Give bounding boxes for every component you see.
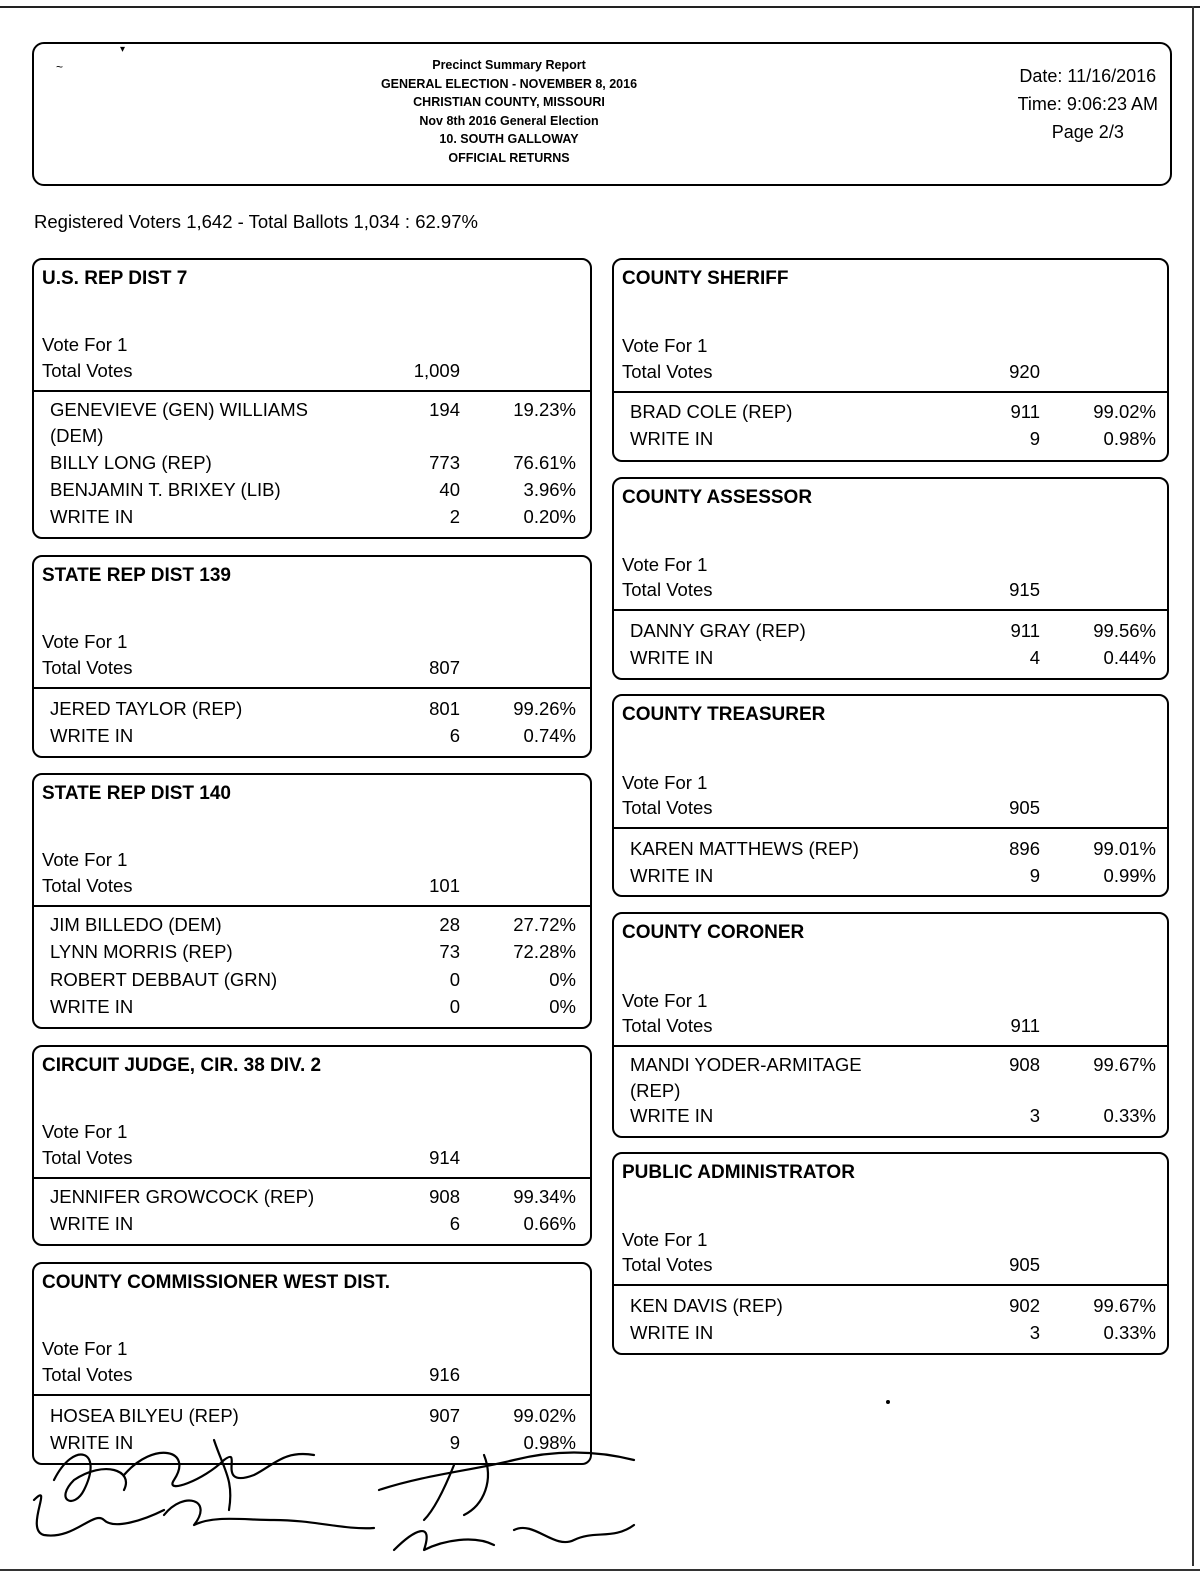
candidate-votes: 9 (1029, 865, 1040, 886)
contest-title: COUNTY COMMISSIONER WEST DIST. (42, 1272, 391, 1293)
candidate-percent: 0.98% (1103, 428, 1156, 449)
candidate-name: LYNN MORRIS (REP) (50, 941, 233, 962)
total-votes-value: 914 (429, 1147, 460, 1168)
total-votes-value: 905 (1009, 1254, 1040, 1275)
contest-county-sheriff (612, 258, 1169, 462)
stray-mark: ▾ (120, 44, 126, 55)
contest-title: STATE REP DIST 140 (42, 783, 231, 804)
total-votes-value: 916 (429, 1364, 460, 1385)
candidate-votes: 194 (429, 399, 460, 420)
total-votes-label: Total Votes (42, 657, 133, 678)
candidate-name: WRITE IN (50, 996, 134, 1017)
candidate-percent: 0.44% (1103, 647, 1156, 668)
vote-for-label: Vote For 1 (622, 990, 708, 1011)
total-votes-value: 807 (429, 657, 460, 678)
election-name: GENERAL ELECTION - NOVEMBER 8, 2016 (380, 76, 638, 91)
vote-for-label: Vote For 1 (622, 554, 708, 575)
report-title-block (34, 56, 1170, 167)
vote-for-label: Vote For 1 (42, 1121, 128, 1142)
divider (614, 1284, 1167, 1286)
candidate-name: WRITE IN (50, 725, 134, 746)
total-votes-value: 911 (1010, 1015, 1040, 1036)
candidate-votes: 801 (429, 698, 460, 719)
page-top-edge (0, 6, 1200, 8)
candidate-percent: 99.34% (513, 1186, 576, 1207)
candidate-percent: 72.28% (513, 941, 576, 962)
contest-title: COUNTY ASSESSOR (622, 487, 813, 508)
vote-for-label: Vote For 1 (42, 849, 128, 870)
candidate-name: BILLY LONG (REP) (50, 452, 212, 473)
candidate-percent: 0.98% (523, 1432, 576, 1453)
candidate-name: ROBERT DEBBAUT (GRN) (50, 969, 278, 990)
candidate-votes: 773 (429, 452, 460, 473)
divider (34, 1394, 590, 1396)
vote-for-label: Vote For 1 (622, 1229, 708, 1250)
candidate-votes: 907 (429, 1405, 460, 1426)
vote-for-label: Vote For 1 (42, 334, 128, 355)
candidate-percent: 99.56% (1093, 620, 1156, 641)
candidate-name: WRITE IN (630, 428, 714, 449)
total-votes-value: 905 (1009, 797, 1040, 818)
candidate-name: KEN DAVIS (REP) (630, 1295, 783, 1316)
total-votes-value: 101 (429, 875, 460, 896)
divider (34, 687, 590, 689)
contest-circuit-judge (32, 1045, 592, 1246)
candidate-percent: 0.99% (1103, 865, 1156, 886)
candidate-percent: 76.61% (513, 452, 576, 473)
contest-title: CIRCUIT JUDGE, CIR. 38 DIV. 2 (42, 1055, 322, 1076)
candidate-percent: 19.23% (513, 399, 576, 420)
candidate-votes: 911 (1010, 620, 1040, 641)
candidate-name: HOSEA BILYEU (REP) (50, 1405, 239, 1426)
candidate-percent: 0.66% (523, 1213, 576, 1234)
candidate-name: BRAD COLE (REP) (630, 401, 793, 422)
candidate-name: WRITE IN (50, 1432, 134, 1453)
divider (34, 390, 590, 392)
divider (34, 1177, 590, 1179)
candidate-name: DANNY GRAY (REP) (630, 620, 806, 641)
candidate-percent: 27.72% (513, 914, 576, 935)
candidate-percent: 99.67% (1093, 1295, 1156, 1316)
contest-title: COUNTY SHERIFF (622, 268, 789, 289)
candidate-votes: 896 (1009, 838, 1040, 859)
stray-mark: ~ (56, 60, 64, 74)
candidate-votes: 4 (1029, 647, 1040, 668)
candidate-percent: 0.33% (1103, 1105, 1156, 1126)
contest-public-administrator (612, 1152, 1169, 1355)
contest-title: COUNTY CORONER (622, 922, 805, 943)
registration-summary: Registered Voters 1,642 - Total Ballots 1,034 : 62.97% (34, 211, 478, 232)
candidate-name: JIM BILLEDO (DEM) (50, 914, 222, 935)
candidate-percent: 99.02% (1093, 401, 1156, 422)
contest-state-rep-dist-140 (32, 773, 592, 1029)
total-votes-label: Total Votes (42, 360, 133, 381)
candidate-percent: 0% (549, 996, 576, 1017)
candidate-name: GENEVIEVE (GEN) WILLIAMS (DEM) (50, 399, 309, 446)
returns-type: OFFICIAL RETURNS (448, 150, 570, 165)
candidate-name: JENNIFER GROWCOCK (REP) (50, 1186, 315, 1207)
vote-for-label: Vote For 1 (42, 631, 128, 652)
candidate-votes: 9 (449, 1432, 460, 1453)
county-name: CHRISTIAN COUNTY, MISSOURI (413, 95, 605, 109)
candidate-votes: 40 (439, 479, 460, 500)
total-votes-label: Total Votes (622, 361, 713, 382)
candidate-votes: 911 (1010, 401, 1040, 422)
total-votes-value: 1,009 (413, 360, 460, 381)
total-votes-label: Total Votes (622, 797, 713, 818)
candidate-name: MANDI YODER-ARMITAGE (REP) (630, 1054, 862, 1101)
divider (614, 609, 1167, 611)
candidate-name: WRITE IN (630, 1322, 714, 1343)
divider (34, 905, 590, 907)
candidate-votes: 3 (1029, 1322, 1040, 1343)
contest-title: COUNTY TREASURER (622, 704, 826, 725)
candidate-votes: 908 (1009, 1054, 1040, 1075)
total-votes-value: 920 (1009, 361, 1040, 382)
divider (614, 391, 1167, 393)
report-date: Date: 11/16/2016 (1019, 66, 1157, 86)
divider (614, 827, 1167, 829)
total-votes-label: Total Votes (622, 1015, 713, 1036)
candidate-votes: 73 (439, 941, 460, 962)
election-label: Nov 8th 2016 General Election (419, 113, 599, 128)
handwritten-signatures (14, 1420, 654, 1560)
candidate-percent: 0.33% (1103, 1322, 1156, 1343)
report-title: Precinct Summary Report (432, 58, 586, 72)
total-votes-label: Total Votes (622, 579, 713, 600)
report-time: Time: 9:06:23 AM (1017, 94, 1158, 114)
contest-title: U.S. REP DIST 7 (42, 268, 188, 289)
total-votes-value: 915 (1009, 579, 1040, 600)
total-votes-label: Total Votes (42, 875, 133, 896)
page-bottom-edge (0, 1569, 1200, 1571)
candidate-name: WRITE IN (50, 506, 134, 527)
candidate-name: WRITE IN (630, 647, 714, 668)
precinct-name: 10. SOUTH GALLOWAY (439, 132, 579, 146)
candidate-percent: 3.96% (523, 479, 576, 500)
contest-title: PUBLIC ADMINISTRATOR (622, 1162, 855, 1183)
candidate-votes: 9 (1029, 428, 1040, 449)
candidate-votes: 908 (429, 1186, 460, 1207)
stray-dot (886, 1400, 890, 1404)
vote-for-label: Vote For 1 (622, 335, 708, 356)
candidate-votes: 0 (449, 969, 460, 990)
contest-county-treasurer (612, 694, 1169, 897)
candidate-votes: 6 (449, 1213, 460, 1234)
candidate-percent: 0% (549, 969, 576, 990)
page-number: Page 2/3 (1051, 122, 1124, 142)
divider (614, 1045, 1167, 1047)
candidate-votes: 28 (439, 914, 460, 935)
vote-for-label: Vote For 1 (622, 772, 708, 793)
candidate-percent: 0.20% (523, 506, 576, 527)
candidate-name: WRITE IN (50, 1213, 134, 1234)
candidate-name: WRITE IN (630, 865, 714, 886)
total-votes-label: Total Votes (622, 1254, 713, 1275)
contest-state-rep-dist-139 (32, 555, 592, 758)
candidate-percent: 99.02% (513, 1405, 576, 1426)
vote-for-label: Vote For 1 (42, 1338, 128, 1359)
candidate-percent: 99.01% (1093, 838, 1156, 859)
contest-county-coroner (612, 912, 1169, 1138)
candidate-percent: 99.67% (1093, 1054, 1156, 1075)
candidate-votes: 2 (449, 506, 460, 527)
total-votes-label: Total Votes (42, 1147, 133, 1168)
candidate-percent: 0.74% (523, 725, 576, 746)
contest-title: STATE REP DIST 139 (42, 565, 231, 586)
report-meta (1018, 62, 1158, 146)
candidate-name: WRITE IN (630, 1105, 714, 1126)
candidate-name: KAREN MATTHEWS (REP) (630, 838, 859, 859)
candidate-name: BENJAMIN T. BRIXEY (LIB) (50, 479, 281, 500)
total-votes-label: Total Votes (42, 1364, 133, 1385)
candidate-votes: 3 (1029, 1105, 1040, 1126)
candidate-name: JERED TAYLOR (REP) (50, 698, 243, 719)
candidate-percent: 99.26% (513, 698, 576, 719)
page-right-edge (1192, 6, 1194, 1566)
contest-county-assessor (612, 477, 1169, 680)
candidate-votes: 902 (1009, 1295, 1040, 1316)
candidate-votes: 6 (449, 725, 460, 746)
contest-us-rep-dist-7 (32, 258, 592, 539)
report-header (32, 42, 1172, 186)
candidate-votes: 0 (449, 996, 460, 1017)
